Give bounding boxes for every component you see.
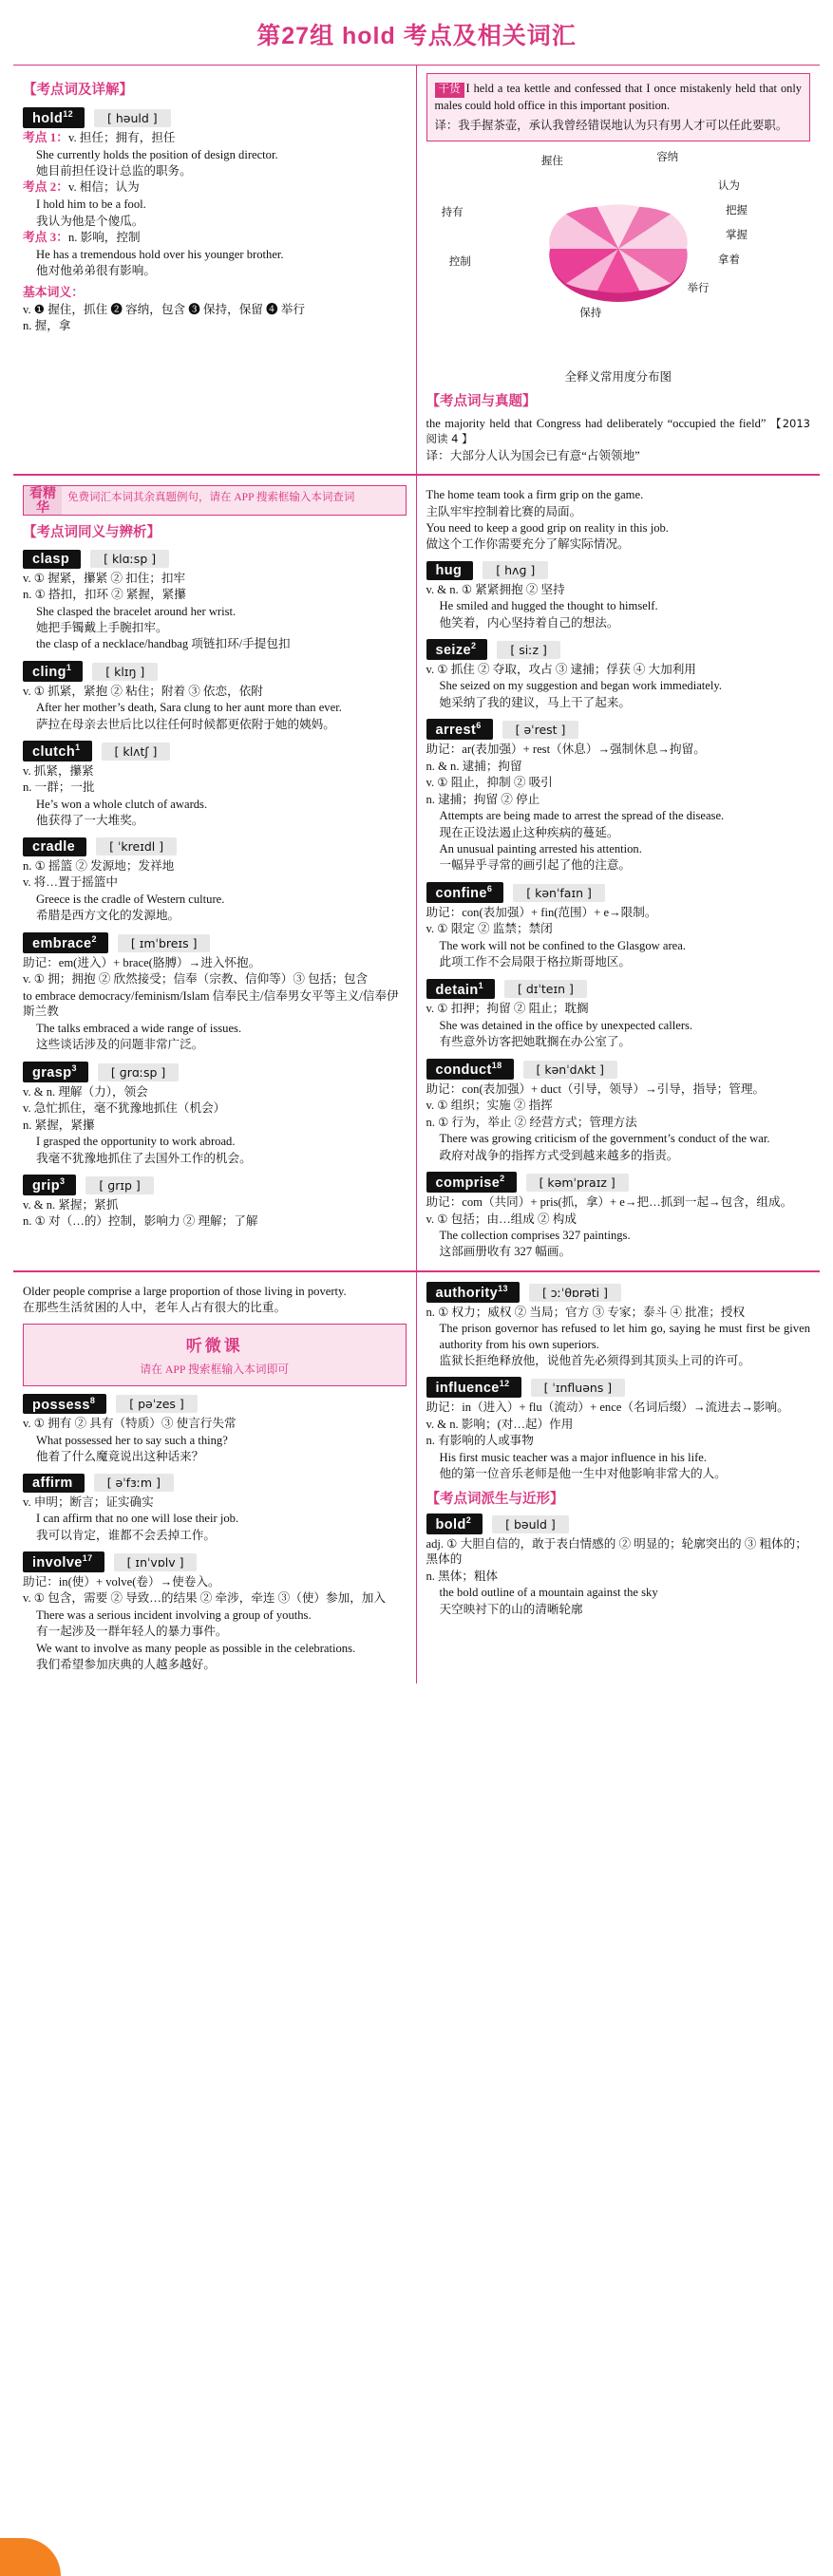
- chart-caption: 全释义常用度分布图: [564, 370, 672, 385]
- headword-clasp: clasp: [23, 550, 81, 569]
- promo-kanjinghua-text: 免费词汇本词其余真题例句，请在 APP 搜索框输入本词查词: [62, 486, 406, 514]
- word-entry-confine: [426, 882, 811, 903]
- pie-label-9: 持有: [441, 207, 464, 219]
- basic-meaning-n: n. 握，拿: [23, 319, 71, 333]
- point-2-label: 考点 2：: [23, 180, 68, 195]
- clasp-phrase: the clasp of a necklace/handbag 项链扣环/手提包扣: [36, 637, 291, 651]
- phonetic-bold: [ bəuld ]: [492, 1515, 569, 1533]
- involve-mnemonic: 助记：in(使）+ volve(卷）→使卷入。: [23, 1574, 220, 1589]
- headword-hug: hug: [426, 561, 474, 580]
- phonetic-clutch: [ klʌtʃ ]: [102, 743, 171, 761]
- basic-meaning-v: v. ❶ 握住，抓住 ❷ 容纳，包含 ❸ 保持，保留 ❹ 举行: [23, 302, 305, 316]
- headword-conduct: conduct$^{18}$: [426, 1059, 514, 1080]
- word-entry-bold: [426, 1514, 811, 1534]
- phonetic-authority: [ ɔːˈθɒrəti ]: [529, 1284, 621, 1302]
- clasp-example-cn: 她把手镯戴上手腕扣牢。: [36, 621, 168, 635]
- comprise-sense-1: v. ① 包括；由…组成 ② 构成: [426, 1212, 577, 1226]
- phonetic-hug: [ hʌɡ ]: [483, 561, 548, 579]
- word-entry-clasp: [23, 550, 407, 569]
- headword-detain: detain$^1$: [426, 979, 496, 1000]
- word-entry-embrace: [23, 932, 407, 953]
- involve-example-2-en: We want to involve as many people as possible in the celebrations.: [36, 1641, 356, 1655]
- phonetic-detain: [ dɪˈteɪn ]: [504, 980, 587, 998]
- clutch-sense-2: n. 一群；一批: [23, 780, 95, 795]
- word-entry-conduct: [426, 1059, 811, 1080]
- influence-sense-2: n. 有影响的人或事物: [426, 1434, 534, 1448]
- section-bottom: [13, 1272, 820, 1683]
- point-2-example-cn: 我认为他是个傻瓜。: [36, 214, 144, 228]
- headword-cling: cling$^1$: [23, 661, 83, 682]
- point-1: [23, 130, 407, 146]
- conduct-sense-2: n. ① 行为，举止 ② 经营方式；管理方法: [426, 1115, 637, 1129]
- point-3-pos: n. 影响，控制: [68, 231, 141, 245]
- headword-comprise: comprise$^2$: [426, 1172, 517, 1193]
- arrest-sense-1: n. & n. 逮捕；拘留: [426, 759, 522, 773]
- influence-mnemonic: 助记：in（进入）+ flu（流动）+ ence（名词后缀）→流进去→影响。: [426, 1401, 789, 1415]
- section-tongyi: [13, 476, 820, 1272]
- comprise-mnemonic: 助记：com（共同）+ pris(抓，拿）+ e→把…抓到一起→包含，组成。: [426, 1194, 793, 1209]
- conduct-mnemonic: 助记：con(表加强）+ duct（引导，领导）→引导，指导；管理。: [426, 1081, 766, 1096]
- embrace-phrase: to embrace democracy/feminism/Islam 信奉民主/信奉男女平等主义/信奉伊斯兰教: [23, 988, 399, 1019]
- point-3: [23, 230, 407, 246]
- phonetic-involve: [ ɪnˈvɒlv ]: [114, 1553, 198, 1571]
- headword-bold: bold$^2$: [426, 1514, 483, 1534]
- translation-box: [426, 73, 811, 141]
- phonetic-conduct: [ kənˈdʌkt ]: [523, 1061, 617, 1079]
- phonetic-hold: [ həuld ]: [94, 109, 171, 127]
- section-kaodian: [13, 66, 820, 476]
- word-entry-hold: [23, 107, 407, 128]
- translation-cn: 译：我手握茶壶，承认我曾经错误地认为只有男人才可以任此要职。: [434, 118, 788, 132]
- hug-example-en: He smiled and hugged the thought to himself.: [439, 599, 658, 613]
- word-entry-cling: [23, 661, 407, 682]
- headword-possess: possess$^8$: [23, 1394, 106, 1415]
- headword-grasp: grasp$^3$: [23, 1062, 88, 1082]
- pie-label-5: 拿着: [717, 254, 740, 267]
- authority-example-cn: 监狱长拒绝释放他，说他首先必须得到其顶头上司的许可。: [439, 1354, 750, 1367]
- possess-example-cn: 他着了什么魔竟说出这种话来？: [36, 1450, 204, 1464]
- arrest-sense-3: n. 逮捕；拘留 ② 停止: [426, 792, 540, 806]
- cradle-sense-2: v. 将…置于摇篮中: [23, 875, 118, 890]
- point-2: [23, 179, 407, 196]
- headword-involve: involve$^{17}$: [23, 1551, 104, 1572]
- detain-example-en: She was detained in the office by unexpected callers.: [439, 1018, 693, 1032]
- word-entry-clutch: [23, 741, 407, 762]
- bold-sense-2: n. 黑体；粗体: [426, 1569, 499, 1583]
- pie-label-7: 保持: [579, 308, 602, 320]
- point-3-label: 考点 3：: [23, 231, 68, 245]
- bold-example-cn: 天空映衬下的山的清晰轮廓: [439, 1602, 583, 1616]
- seize-sense-1: v. ① 抓住 ② 夺取，攻占 ③ 逮捕；俘获 ④ 大加利用: [426, 662, 696, 676]
- pie-label-1: 容纳: [656, 152, 679, 164]
- column-left-1: [13, 66, 417, 474]
- word-entry-grip: [23, 1175, 407, 1195]
- involve-example-1-en: There was a serious incident involving a group of youths.: [36, 1608, 312, 1623]
- seize-example-cn: 她采纳了我的建议，马上干了起来。: [439, 695, 631, 709]
- heading-tongyi: 【考点词同义与辨析】: [23, 524, 161, 540]
- page-corner-decoration: [0, 2538, 61, 2576]
- column-left-2: [13, 476, 417, 1270]
- phonetic-influence: [ ˈɪnfluəns ]: [531, 1379, 626, 1397]
- arrest-sense-2: v. ① 阻止，抑制 ② 吸引: [426, 776, 553, 790]
- word-entry-cradle: [23, 837, 407, 856]
- grip-sense-1: v. & n. 紧握；紧抓: [23, 1197, 119, 1212]
- clutch-example-en: He’s won a whole clutch of awards.: [36, 798, 208, 812]
- affirm-example-en: I can affirm that no one will lose their job.: [36, 1512, 239, 1526]
- word-entry-affirm: [23, 1474, 407, 1493]
- phonetic-seize: [ siːz ]: [497, 641, 559, 659]
- embrace-sense-1: v. ① 拥；拥抱 ② 欣然接受；信奉（宗教、信仰等）③ 包括；包含: [23, 972, 369, 987]
- conduct-sense-1: v. ① 组织；实施 ② 指挥: [426, 1099, 553, 1113]
- word-entry-hug: [426, 561, 811, 580]
- clutch-example-cn: 他获得了一大堆奖。: [36, 814, 144, 828]
- phonetic-arrest: [ əˈrest ]: [502, 721, 579, 739]
- headword-arrest: arrest$^6$: [426, 719, 493, 740]
- pie-graphic: [523, 159, 713, 334]
- pie-label-8: 控制: [448, 256, 471, 269]
- cradle-sense-1: n. ① 摇篮 ② 发源地；发祥地: [23, 858, 175, 873]
- comprise-example-2-en: Older people comprise a large proportion of those living in poverty.: [23, 1284, 347, 1298]
- comprise-example-2-cn: 在那些生活贫困的人中，老年人占有很大的比重。: [23, 1301, 287, 1315]
- comprise-example-cn: 这部画册收有 327 幅画。: [439, 1245, 572, 1259]
- pie-chart: [426, 147, 811, 385]
- heading-kaodian: 【考点词及详解】: [23, 83, 133, 98]
- involve-example-2-cn: 我们希望参加庆典的人越多越好。: [36, 1658, 216, 1672]
- conduct-example-cn: 政府对战争的指挥方式受到越来越多的指责。: [439, 1148, 679, 1162]
- clasp-sense-2: n. ① 搭扣，扣环 ② 紧握，紧攥: [23, 588, 186, 602]
- point-1-example-en: She currently holds the position of design director.: [36, 147, 278, 161]
- embrace-example-cn: 这些谈话涉及的问题非常广泛。: [36, 1038, 204, 1052]
- point-1-pos: v. 担任；拥有，担任: [68, 130, 176, 144]
- headword-affirm: affirm: [23, 1474, 85, 1493]
- cling-example-cn: 萨拉在母亲去世后比以往任何时候都更依附于她的姨妈。: [36, 717, 335, 731]
- confine-example-cn: 此项工作不会局限于格拉斯哥地区。: [439, 955, 631, 969]
- headword-grip: grip$^3$: [23, 1175, 76, 1195]
- affirm-example-cn: 我可以肯定，谁都不会丢掉工作。: [36, 1528, 216, 1542]
- clasp-sense-1: v. ① 握紧，攥紧 ② 扣住；扣牢: [23, 571, 186, 585]
- word-entry-seize: [426, 639, 811, 660]
- seize-example-en: She seized on my suggestion and began work immediately.: [439, 679, 723, 693]
- grip-example-2-en: You need to keep a good grip on reality in this job.: [426, 520, 669, 535]
- word-entry-comprise: [426, 1172, 811, 1193]
- comprise-example-en: The collection comprises 327 paintings.: [439, 1229, 631, 1243]
- point-2-pos: v. 相信；认为: [68, 180, 140, 195]
- hug-sense-1: v. & n. ① 紧紧拥抱 ② 坚持: [426, 582, 565, 596]
- phonetic-possess: [ pəˈzes ]: [116, 1395, 198, 1413]
- influence-example-en: His first music teacher was a major influence in his life.: [439, 1451, 708, 1465]
- cling-example-en: After her mother’s death, Sara clung to her aunt more than ever.: [36, 701, 342, 715]
- phonetic-comprise: [ kəmˈpraɪz ]: [526, 1174, 629, 1192]
- point-3-example-cn: 他对他弟弟很有影响。: [36, 264, 156, 278]
- phonetic-grip: [ ɡrɪp ]: [85, 1176, 153, 1194]
- confine-example-en: The work will not be confined to the Glasgow area.: [439, 938, 686, 952]
- zhenti-cn: 译：大部分人认为国会已有意“占领领地”: [426, 448, 640, 462]
- grip-example-1-cn: 主队牢牢控制着比赛的局面。: [426, 504, 582, 518]
- cling-sense-1: v. ① 抓紧，紧抱 ② 粘住；附着 ③ 依恋，依附: [23, 684, 263, 698]
- word-entry-possess: [23, 1394, 407, 1415]
- grip-sense-2: n. ① 对（…的）控制，影响力 ② 理解；了解: [23, 1214, 258, 1229]
- zhenti-source: 【2013 阅读 4 】: [426, 417, 810, 446]
- grasp-sense-1: v. & n. 理解（力），领会: [23, 1084, 148, 1099]
- promo-tingweike-text: 请在 APP 搜索框输入本词即可: [140, 1362, 290, 1376]
- phonetic-embrace: [ ɪmˈbreɪs ]: [118, 934, 211, 952]
- column-right-3: [417, 1272, 821, 1683]
- possess-example-en: What possessed her to say such a thing?: [36, 1434, 228, 1447]
- detain-example-cn: 有些意外访客把她耽搁在办公室了。: [439, 1035, 631, 1049]
- headword-seize: seize$^2$: [426, 639, 488, 660]
- conduct-example-en: There was growing criticism of the government’s conduct of the war.: [439, 1132, 770, 1146]
- promo-kanjinghua[interactable]: [23, 485, 407, 515]
- phonetic-clasp: [ klɑːsp ]: [90, 550, 169, 568]
- basic-meaning-heading: 基本词义：: [23, 285, 84, 299]
- page-title: [13, 0, 820, 66]
- arrest-example-2-cn: 一幅异乎寻常的画引起了他的注意。: [439, 858, 631, 873]
- headword-cradle: cradle: [23, 837, 86, 856]
- arrest-example-1-cn: 现在正设法遏止这种疾病的蔓延。: [439, 825, 619, 839]
- ganhuo-tag: 干货: [435, 83, 464, 98]
- promo-kanjinghua-key: 看精华: [24, 486, 62, 514]
- involve-sense-1: v. ① 包含，需要 ② 导致…的结果 ② 牵涉，牵连 ③（使）参加，加入: [23, 1591, 386, 1606]
- word-entry-influence: [426, 1377, 811, 1398]
- involve-example-1-cn: 有一起涉及一群年轻人的暴力事件。: [36, 1625, 228, 1639]
- grasp-example-cn: 我毫不犹豫地抓住了去国外工作的机会。: [36, 1151, 252, 1165]
- confine-sense-1: v. ① 限定 ② 监禁；禁闭: [426, 922, 553, 936]
- phonetic-cradle: [ ˈkreɪdl ]: [96, 837, 177, 856]
- influence-example-cn: 他的第一位音乐老师是他一生中对他影响非常大的人。: [439, 1467, 727, 1481]
- headword-hold: hold$^{12}$: [23, 107, 85, 128]
- point-1-label: 考点 1：: [23, 130, 68, 144]
- point-2-example-en: I hold him to be a fool.: [36, 197, 146, 212]
- grasp-example-en: I grasped the opportunity to work abroad.: [36, 1135, 236, 1149]
- headword-embrace: embrace$^2$: [23, 932, 108, 953]
- pie-svg: [523, 159, 713, 329]
- headword-authority: authority$^{13}$: [426, 1282, 520, 1303]
- phonetic-confine: [ kənˈfaɪn ]: [513, 884, 605, 902]
- phonetic-grasp: [ ɡrɑːsp ]: [98, 1063, 179, 1081]
- word-entry-involve: [23, 1551, 407, 1572]
- influence-sense-1: v. & n. 影响；(对…起）作用: [426, 1417, 574, 1431]
- possess-sense-1: v. ① 拥有 ② 具有（特质）③ 使言行失常: [23, 1417, 237, 1431]
- heading-zhenti: 【考点词与真题】: [426, 394, 537, 410]
- arrest-mnemonic: 助记：ar(表加强）+ rest（休息）→强制休息→拘留。: [426, 742, 706, 756]
- page-title-text: 第27组 hold 考点及相关词汇: [256, 23, 577, 49]
- promo-tingweike-key: 听微课: [185, 1336, 243, 1355]
- authority-example-en: The prison governor has refused to let him go, saying he must first be given authority from his own superiors.: [439, 1322, 810, 1351]
- detain-sense-1: v. ① 扣押；拘留 ② 阻止；耽搁: [426, 1002, 589, 1016]
- hug-example-cn: 他笑着，内心坚持着自己的想法。: [439, 615, 619, 630]
- grip-example-1-en: The home team took a firm grip on the game.: [426, 488, 644, 502]
- zhenti-en: the majority held that Congress had deliberately “occupied the field” 【2013 阅读 4 】: [426, 417, 810, 446]
- arrest-example-1-en: Attempts are being made to arrest the spread of the disease.: [439, 809, 725, 823]
- phonetic-affirm: [ əˈfɜːm ]: [94, 1474, 174, 1492]
- heading-paisheng: 【考点词派生与近形】: [426, 1491, 564, 1507]
- bold-example-en: the bold outline of a mountain against the sky: [439, 1586, 658, 1600]
- clutch-sense-1: v. 抓紧，攥紧: [23, 763, 94, 778]
- column-left-3: [13, 1272, 417, 1683]
- word-entry-arrest: [426, 719, 811, 740]
- word-entry-grasp: [23, 1062, 407, 1082]
- clasp-example-en: She clasped the bracelet around her wrist.: [36, 604, 237, 618]
- headword-confine: confine$^6$: [426, 882, 504, 903]
- column-right-1: [417, 66, 821, 474]
- grasp-sense-3: n. 紧握，紧攥: [23, 1118, 95, 1132]
- bold-sense-1: adj. ① 大胆自信的，敢于表白情感的 ② 明显的；轮廓突出的 ③ 粗体的；黑体的: [426, 1536, 807, 1567]
- word-entry-detain: [426, 979, 811, 1000]
- column-right-2: [417, 476, 821, 1270]
- cradle-example-cn: 希腊是西方文化的发源地。: [36, 909, 180, 923]
- pie-label-3: 把握: [726, 205, 748, 217]
- pie-label-4: 掌握: [726, 230, 748, 242]
- headword-clutch: clutch$^1$: [23, 741, 92, 762]
- point-1-example-cn: 她目前担任设计总监的职务。: [36, 164, 192, 179]
- affirm-sense-1: v. 申明；断言；证实确实: [23, 1495, 154, 1509]
- grip-example-2-cn: 做这个工作你需要充分了解实际情况。: [426, 537, 630, 552]
- headword-influence: influence$^{12}$: [426, 1377, 521, 1398]
- cradle-example-en: Greece is the cradle of Western culture.: [36, 892, 225, 906]
- embrace-mnemonic: 助记：em(进入）+ brace(胳膊）→进入怀抱。: [23, 955, 261, 969]
- phonetic-cling: [ klɪŋ ]: [92, 663, 158, 681]
- grasp-sense-2: v. 急忙抓住，毫不犹豫地抓住（机会）: [23, 1101, 226, 1116]
- pie-label-2: 认为: [717, 180, 740, 193]
- embrace-example-en: The talks embraced a wide range of issues.: [36, 1021, 242, 1035]
- authority-sense-1: n. ① 权力；威权 ② 当局；官方 ③ 专家；泰斗 ④ 批准；授权: [426, 1305, 746, 1319]
- pie-label-0: 握住: [540, 156, 563, 168]
- translation-en: I held a tea kettle and confessed that I once mistakenly held that only males could hold office in this important position.: [434, 82, 802, 112]
- pie-label-6: 举行: [687, 283, 710, 295]
- arrest-example-2-en: An unusual painting arrested his attention.: [439, 842, 642, 856]
- confine-mnemonic: 助记：con(表加强）+ fin(范围）+ e→限制。: [426, 905, 657, 919]
- point-3-example-en: He has a tremendous hold over his younger brother.: [36, 247, 284, 261]
- word-entry-authority: [426, 1282, 811, 1303]
- promo-tingweike[interactable]: [23, 1324, 407, 1386]
